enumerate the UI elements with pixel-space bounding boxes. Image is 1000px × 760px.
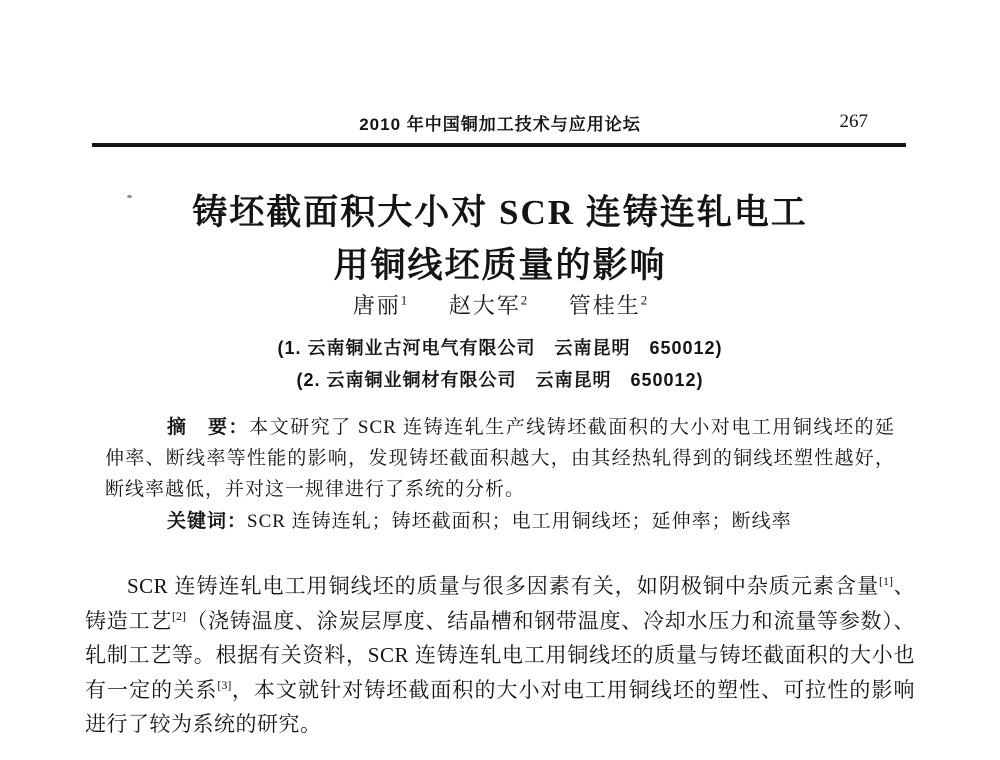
article-title-line2: 用铜线坯质量的影响: [333, 246, 667, 285]
affiliations: [0, 332, 1000, 396]
author-1-affiliation-mark: 1: [400, 292, 408, 308]
running-head-forum-title: 2010 年中国铜加工技术与应用论坛: [359, 115, 641, 134]
citation-ref-1: [1]: [878, 574, 893, 588]
article-title: [0, 186, 1000, 292]
author-list: [0, 289, 1000, 320]
citation-ref-2: [2]: [172, 608, 186, 623]
body-segment-3: （浇铸温度、涂炭层厚度、结晶槽和钢带温度、冷却水压力和流量等参数）、轧制工艺等。根据有关资料，SCR 连铸连轧电工用铜线坯的质量与铸坯截面积的大小也有一定的关系: [85, 608, 915, 702]
body-paragraph-1: [85, 569, 915, 742]
author-2: [449, 289, 528, 320]
body-segment-4: ，本文就针对铸坯截面积的大小对电工用铜线坯的塑性、可拉性的影响进行了较为系统的研究。: [85, 677, 916, 736]
header-rule: [92, 143, 906, 147]
affiliation-2: (2. 云南铜业铜材有限公司 云南昆明 650012): [296, 370, 704, 390]
keywords-line: [105, 506, 895, 537]
body-segment-1: SCR 连铸连轧电工用铜线坯的质量与很多因素有关，如阴极铜中杂质元素含量: [127, 574, 879, 598]
author-3-name: 管桂生: [568, 293, 641, 318]
author-1: [353, 289, 408, 320]
author-2-name: 赵大军: [448, 293, 521, 318]
citation-ref-3: [3]: [217, 677, 232, 692]
abstract-label: 摘 要：: [167, 417, 250, 438]
abstract-paragraph: [105, 412, 895, 505]
page-number: 267: [839, 111, 868, 132]
author-2-affiliation-mark: 2: [520, 292, 528, 308]
article-title-line1: 铸坯截面积大小对 SCR 连铸连轧电工: [192, 193, 808, 232]
affiliation-1: (1. 云南铜业古河电气有限公司 云南昆明 650012): [277, 338, 723, 358]
author-3: [569, 289, 648, 320]
body-segment-2: 、铸造工艺: [85, 574, 916, 633]
keywords-text: SCR 连铸连轧；铸坯截面积；电工用铜线坯；延伸率；断线率: [247, 511, 792, 532]
keywords-label: 关键词：: [167, 511, 248, 532]
author-3-affiliation-mark: 2: [640, 292, 648, 308]
author-1-name: 唐丽: [352, 293, 401, 318]
abstract-text: 本文研究了 SCR 连铸连轧生产线铸坯截面积的大小对电工用铜线坯的延伸率、断线率等性能的影响，发现铸坯截面积越大，由其经热轧得到的铜线坯塑性越好，断线率越低，并对这一规律进行了系统的分析。: [105, 417, 895, 500]
